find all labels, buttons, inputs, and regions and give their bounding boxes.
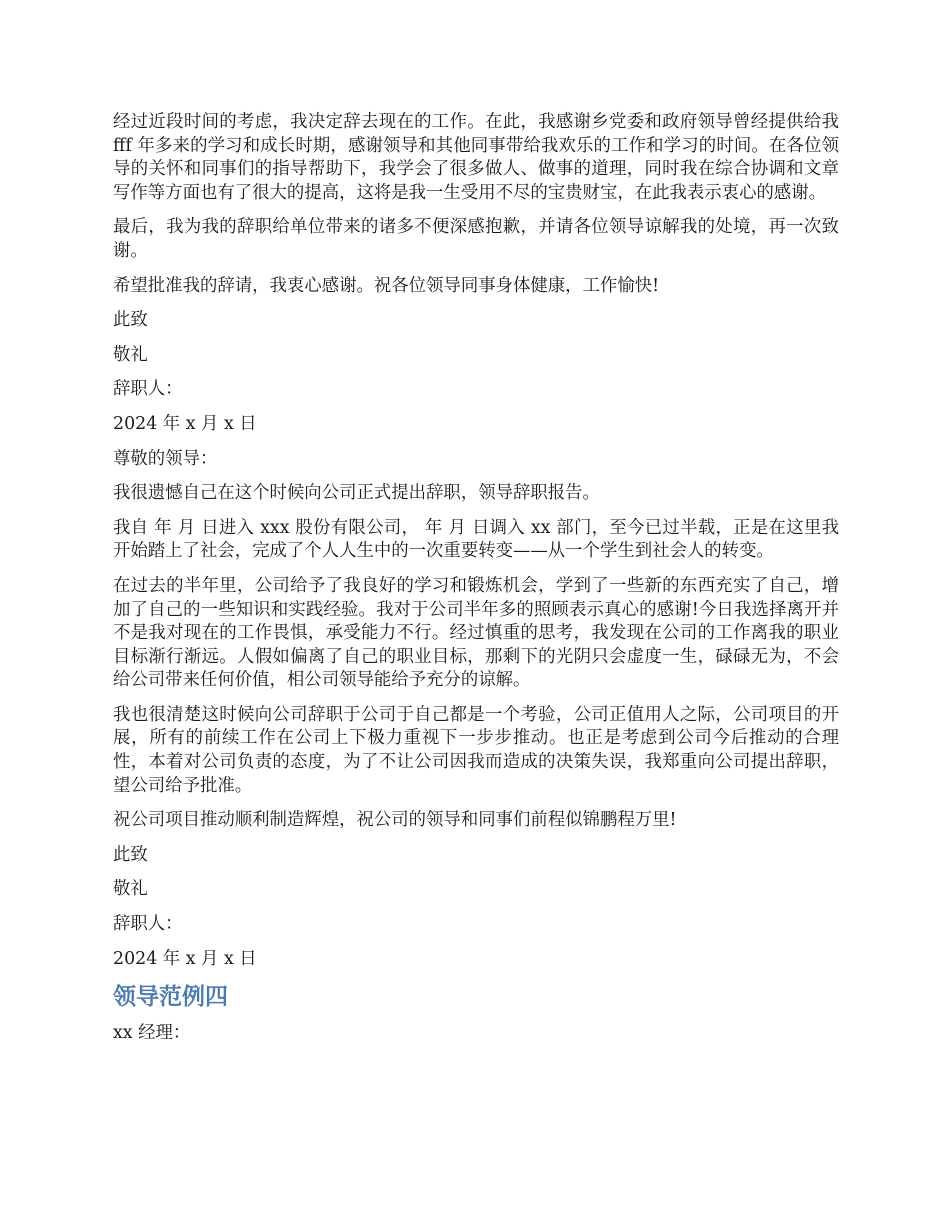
letter2-paragraph: 我很遗憾自己在这个时候向公司正式提出辞职，领导辞职报告。 bbox=[113, 483, 600, 504]
section-heading: 领导范例四 bbox=[113, 984, 228, 1011]
closing-date: 2024 年 x 月 x 日 bbox=[113, 413, 257, 434]
letter2-greeting: 尊敬的领导： bbox=[113, 448, 218, 469]
letter2-paragraph: 祝公司项目推动顺利制造辉煌，祝公司的领导和同事们前程似锦鹏程万里! bbox=[113, 810, 677, 831]
letter2-paragraph: 我也很清楚这时候向公司辞职于公司于自己都是一个考验，公司正值用人之际，公司项目的开展，所有的前续工作在公司上下极力重视下一步步推动。也正是考虑到公司今后推动的合理性，本着对公司负责的态度，为了不让公司因我而造成的决策失误，我郑重向公司提出辞职，望公司给予批准。 bbox=[113, 704, 839, 796]
letter2-paragraph: 我自 年 月 日进入 xxx 股份有限公司， 年 月 日调入 xx 部门，至今已过半载，正是在这里我开始踏上了社会，完成了个人人生中的一次重要转变——从一个学生到社会人的转变。 bbox=[113, 517, 839, 562]
paragraph-request: 希望批准我的辞请，我衷心感谢。祝各位领导同事身体健康，工作愉快! bbox=[113, 275, 660, 296]
closing-salutation: 此致 bbox=[113, 310, 148, 331]
closing2-signer: 辞职人： bbox=[113, 914, 183, 935]
closing2-salutation: 此致 bbox=[113, 844, 148, 865]
closing-signer: 辞职人： bbox=[113, 379, 183, 400]
closing2-regards: 敬礼 bbox=[113, 879, 148, 900]
document-body bbox=[113, 111, 839, 1057]
letter2-paragraph: 在过去的半年里，公司给予了我良好的学习和锻炼机会，学到了一些新的东西充实了自己，增加了自己的一些知识和实践经验。我对于公司半年多的照顾表示真心的感谢!今日我选择离开并不是我对现在的工作畏惧，承受能力不行。经过慎重的思考，我发现在公司的工作离我的职业目标渐行渐远。人假如偏离了自己的职业目标，那剩下的光阴只会虚度一生，碌碌无为，不会给公司带来任何价值，相公司领导能给予充分的谅解。 bbox=[113, 575, 839, 691]
closing2-date: 2024 年 x 月 x 日 bbox=[113, 948, 257, 969]
paragraph-apology: 最后，我为我的辞职给单位带来的诸多不便深感抱歉，并请各位领导谅解我的处境，再一次致谢。 bbox=[113, 217, 839, 261]
paragraph-resignation-intro: 经过近段时间的考虑，我决定辞去现在的工作。在此，我感谢乡党委和政府领导曾经提供给我 fff 年多来的学习和成长时期，感谢领导和其他同事带给我欢乐的工作和学习的时间。在各位领导的关怀和同事们的指导帮助下，我学会了很多做人、做事的道理，同时我在综合协调和文章写作等方面也有了很大的提高，这将是我一生受用不尽的宝贵财宝，在此我表示衷心的感谢。 bbox=[113, 112, 839, 203]
closing-regards: 敬礼 bbox=[113, 344, 148, 365]
letter3-greeting: xx 经理： bbox=[113, 1023, 191, 1044]
